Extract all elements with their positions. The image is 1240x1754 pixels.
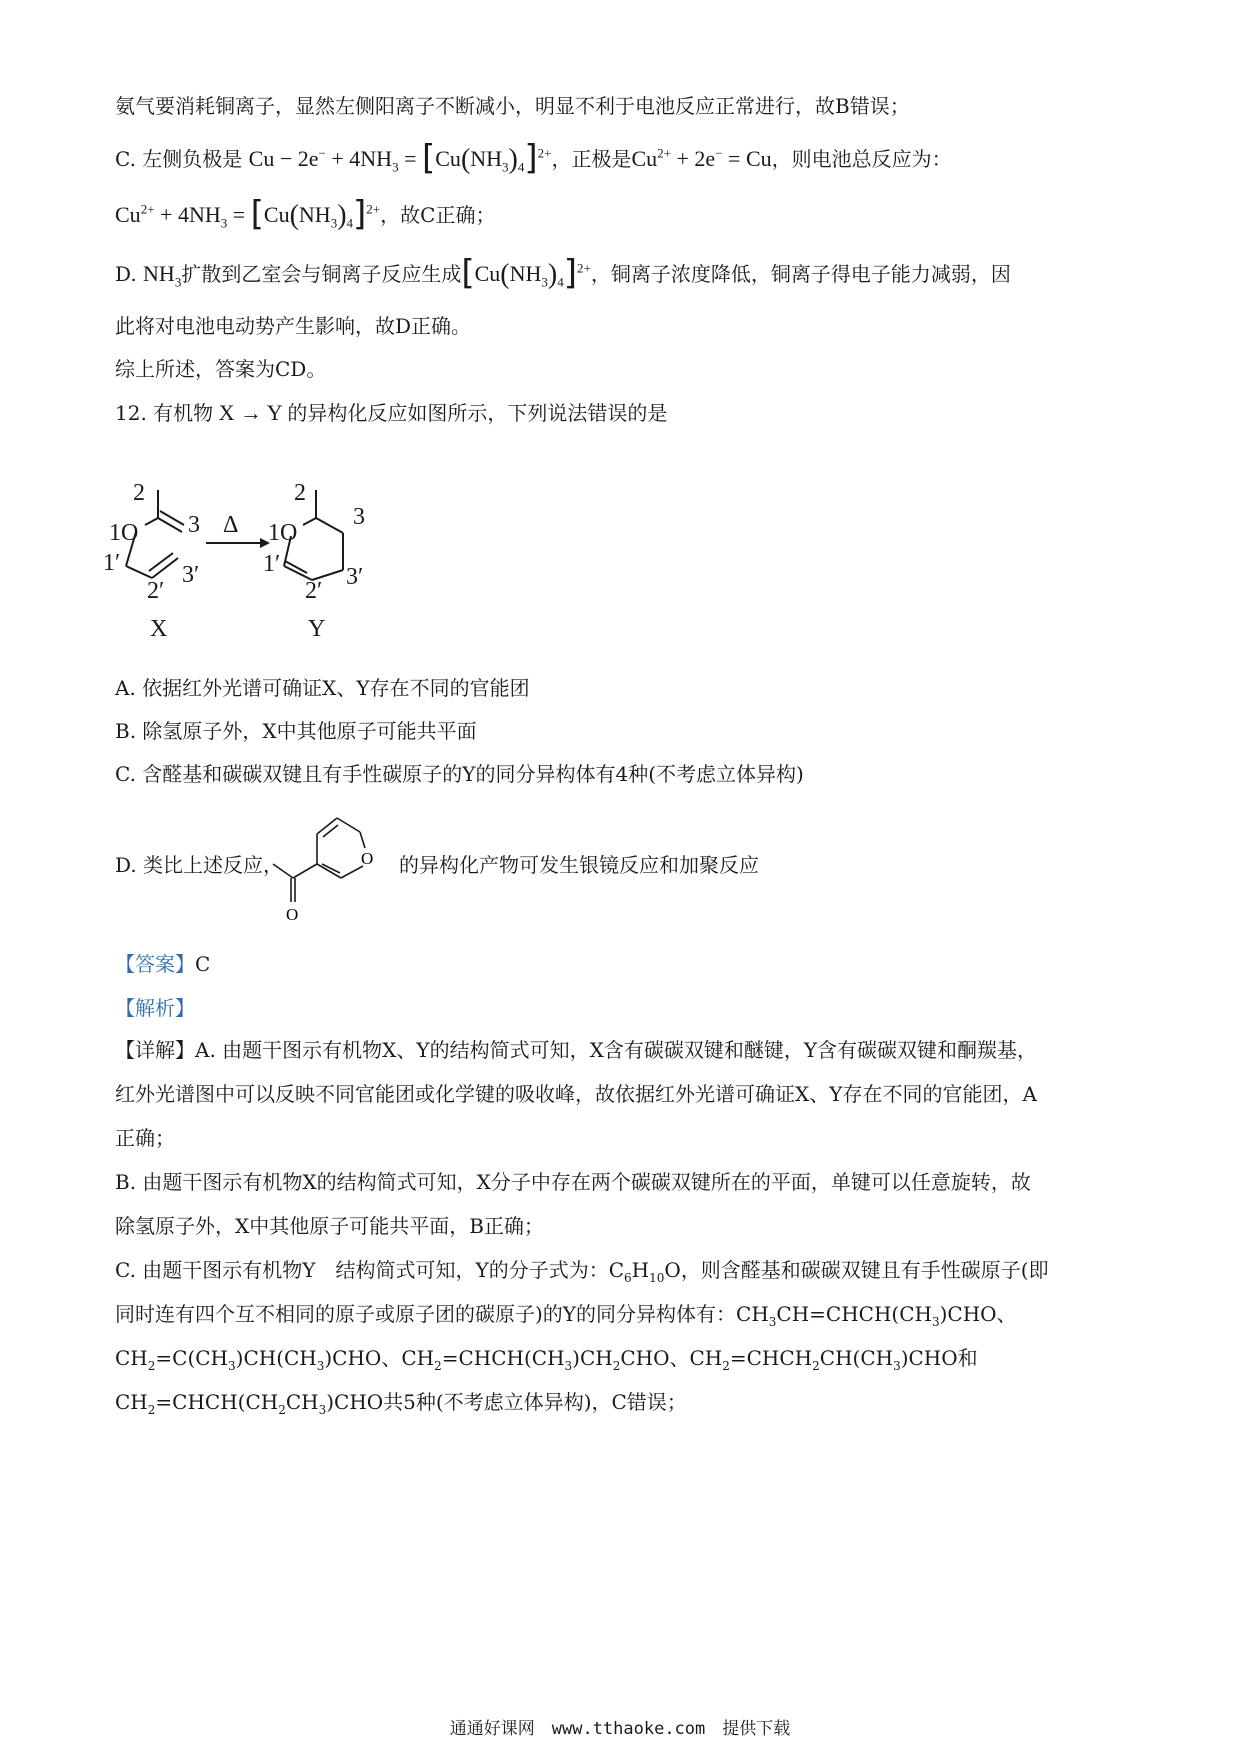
detail-line [115,1256,1049,1284]
text: 同时连有四个互不相同的原子或原子团的碳原子)的Y的同分异构体有： [115,1302,737,1326]
option-d [115,851,759,879]
text: 扩散到乙室会与铜离子反应生成 [181,262,462,286]
option-a: A. 依据红外光谱可确证X、Y存在不同的官能团 [115,676,530,700]
text: ，故C正确； [380,203,496,227]
text: 、 [669,1346,690,1370]
label-2: 2 [294,480,306,506]
compound-x-label: X [150,616,168,642]
label-3p: 3′ [346,564,364,590]
text: 12. 有机物 [115,401,214,425]
text: C. 左侧负极是 [115,147,243,171]
option-c-explanation [115,138,952,178]
text: 和 [957,1346,978,1370]
formula-nh3: $NH_3$ [143,261,182,290]
question-12 [115,399,667,427]
compound-y-label: Y [308,616,326,642]
detail-line: 【详解】A. 由题干图示有机物X、Y的结构简式可知，X含有碳碳双键和醚键，Y含有碳碳双键和酮羰基， [115,1038,1038,1062]
label-3p: 3′ [182,562,200,588]
heat-symbol: Δ [223,512,239,538]
text: 、 [996,1302,1017,1326]
option-c: C. 含醛基和碳碳双键且有手性碳原子的Y的同分异构体有4种(不考虑立体异构) [115,762,804,786]
label-2p: 2′ [305,578,323,604]
formula: $CH_2=C(CH_3)CH(CH_3)CHO$ [115,1346,382,1373]
label-3: 3 [188,512,200,538]
label-1o: 1O [109,520,139,546]
option-b: B. 除氢原子外，X中其他原子可能共平面 [115,719,477,743]
text: 、 [381,1346,402,1370]
equation-overall: $Cu^{2+} + 4NH_3 = [Cu(NH_3)_4]^{2+}$ [115,194,381,234]
answer [115,950,210,978]
formula: $CH_2=CHCH(CH_3)CH_2CHO$ [401,1346,670,1373]
equation-anode: $Cu - 2e^- + 4NH_3 = [Cu(NH_3)_4]^{2+}$ [248,138,552,178]
text: D. [115,262,144,286]
ring-oxygen: O [361,849,374,868]
detail-line [115,1388,687,1416]
label-2p: 2′ [147,578,165,604]
answer-tag: 【答案】 [115,952,195,976]
footer: 通通好课网 www.tthaoke.com 提供下载 [449,1719,791,1739]
text: ，正极是 [551,147,632,171]
label-2: 2 [133,480,145,506]
detail-line: 红外光谱图中可以反映不同官能团或化学键的吸收峰，故依据红外光谱可确证X、Y存在不同的官能团，A [115,1082,1037,1106]
answer-value: C [195,952,211,976]
analysis-tag: 【解析】 [115,996,195,1020]
equation-cathode: $Cu^{2+} + 2e^- = Cu$ [631,145,772,171]
text: C. 由题干图示有机物Y 结构简式可知，Y的分子式为： [115,1258,609,1282]
summary: 综上所述，答案为CD。 [115,357,327,381]
formula: $CH_2=CHCH(CH_2CH_3)CHO$ [115,1390,384,1417]
detail-line: 正确； [115,1126,175,1150]
text: 的异构化反应如图所示，下列说法错误的是 [287,401,668,425]
text-line: 氨气要消耗铜离子，显然左侧阳离子不断减小，明显不利于电池反应正常进行，故B错误； [115,94,910,118]
text: ，则电池总反应为： [771,147,952,171]
text: ，则含醛基和碳碳双键且有手性碳原子(即 [680,1258,1049,1282]
label-1o: 1O [268,520,298,546]
detail-line: B. 由题干图示有机物X的结构简式可知，X分子中存在两个碳碳双键所在的平面，单键可以任意旋转，故 [115,1170,1031,1194]
detail-line: 除氢原子外，X中其他原子可能共平面，B正确； [115,1214,544,1238]
complex-ion: $[Cu(NH_3)_4]^{2+}$ [461,253,591,293]
label-1p: 1′ [103,550,121,576]
text: 共5种(不考虑立体异构)，C错误； [383,1390,687,1414]
text: ，铜离子浓度降低，铜离子得电子能力减弱，因 [590,262,1011,286]
formula: $CH_2=CHCH_2CH(CH_3)CHO$ [689,1346,958,1373]
detail-line [115,1344,978,1372]
keto-oxygen: O [286,905,299,924]
option-d-explanation [115,253,1011,293]
detail-line [115,1300,1017,1328]
overall-equation-line [115,194,496,234]
text: 的异构化产物可发生银镜反应和加聚反应 [399,853,760,877]
reaction-figure [100,470,430,650]
text-line: 此将对电池电动势产生影响，故D正确。 [115,314,472,338]
label-1p: 1′ [263,551,281,577]
formula: $C_6H_{10}O$ [608,1258,681,1285]
formula: $CH_3CH=CHCH(CH_3)CHO$ [736,1302,997,1329]
option-d-structure [265,808,390,930]
text: D. 类比上述反应， [115,853,284,877]
x-to-y: X → Y [213,400,288,425]
label-3: 3 [353,504,365,530]
